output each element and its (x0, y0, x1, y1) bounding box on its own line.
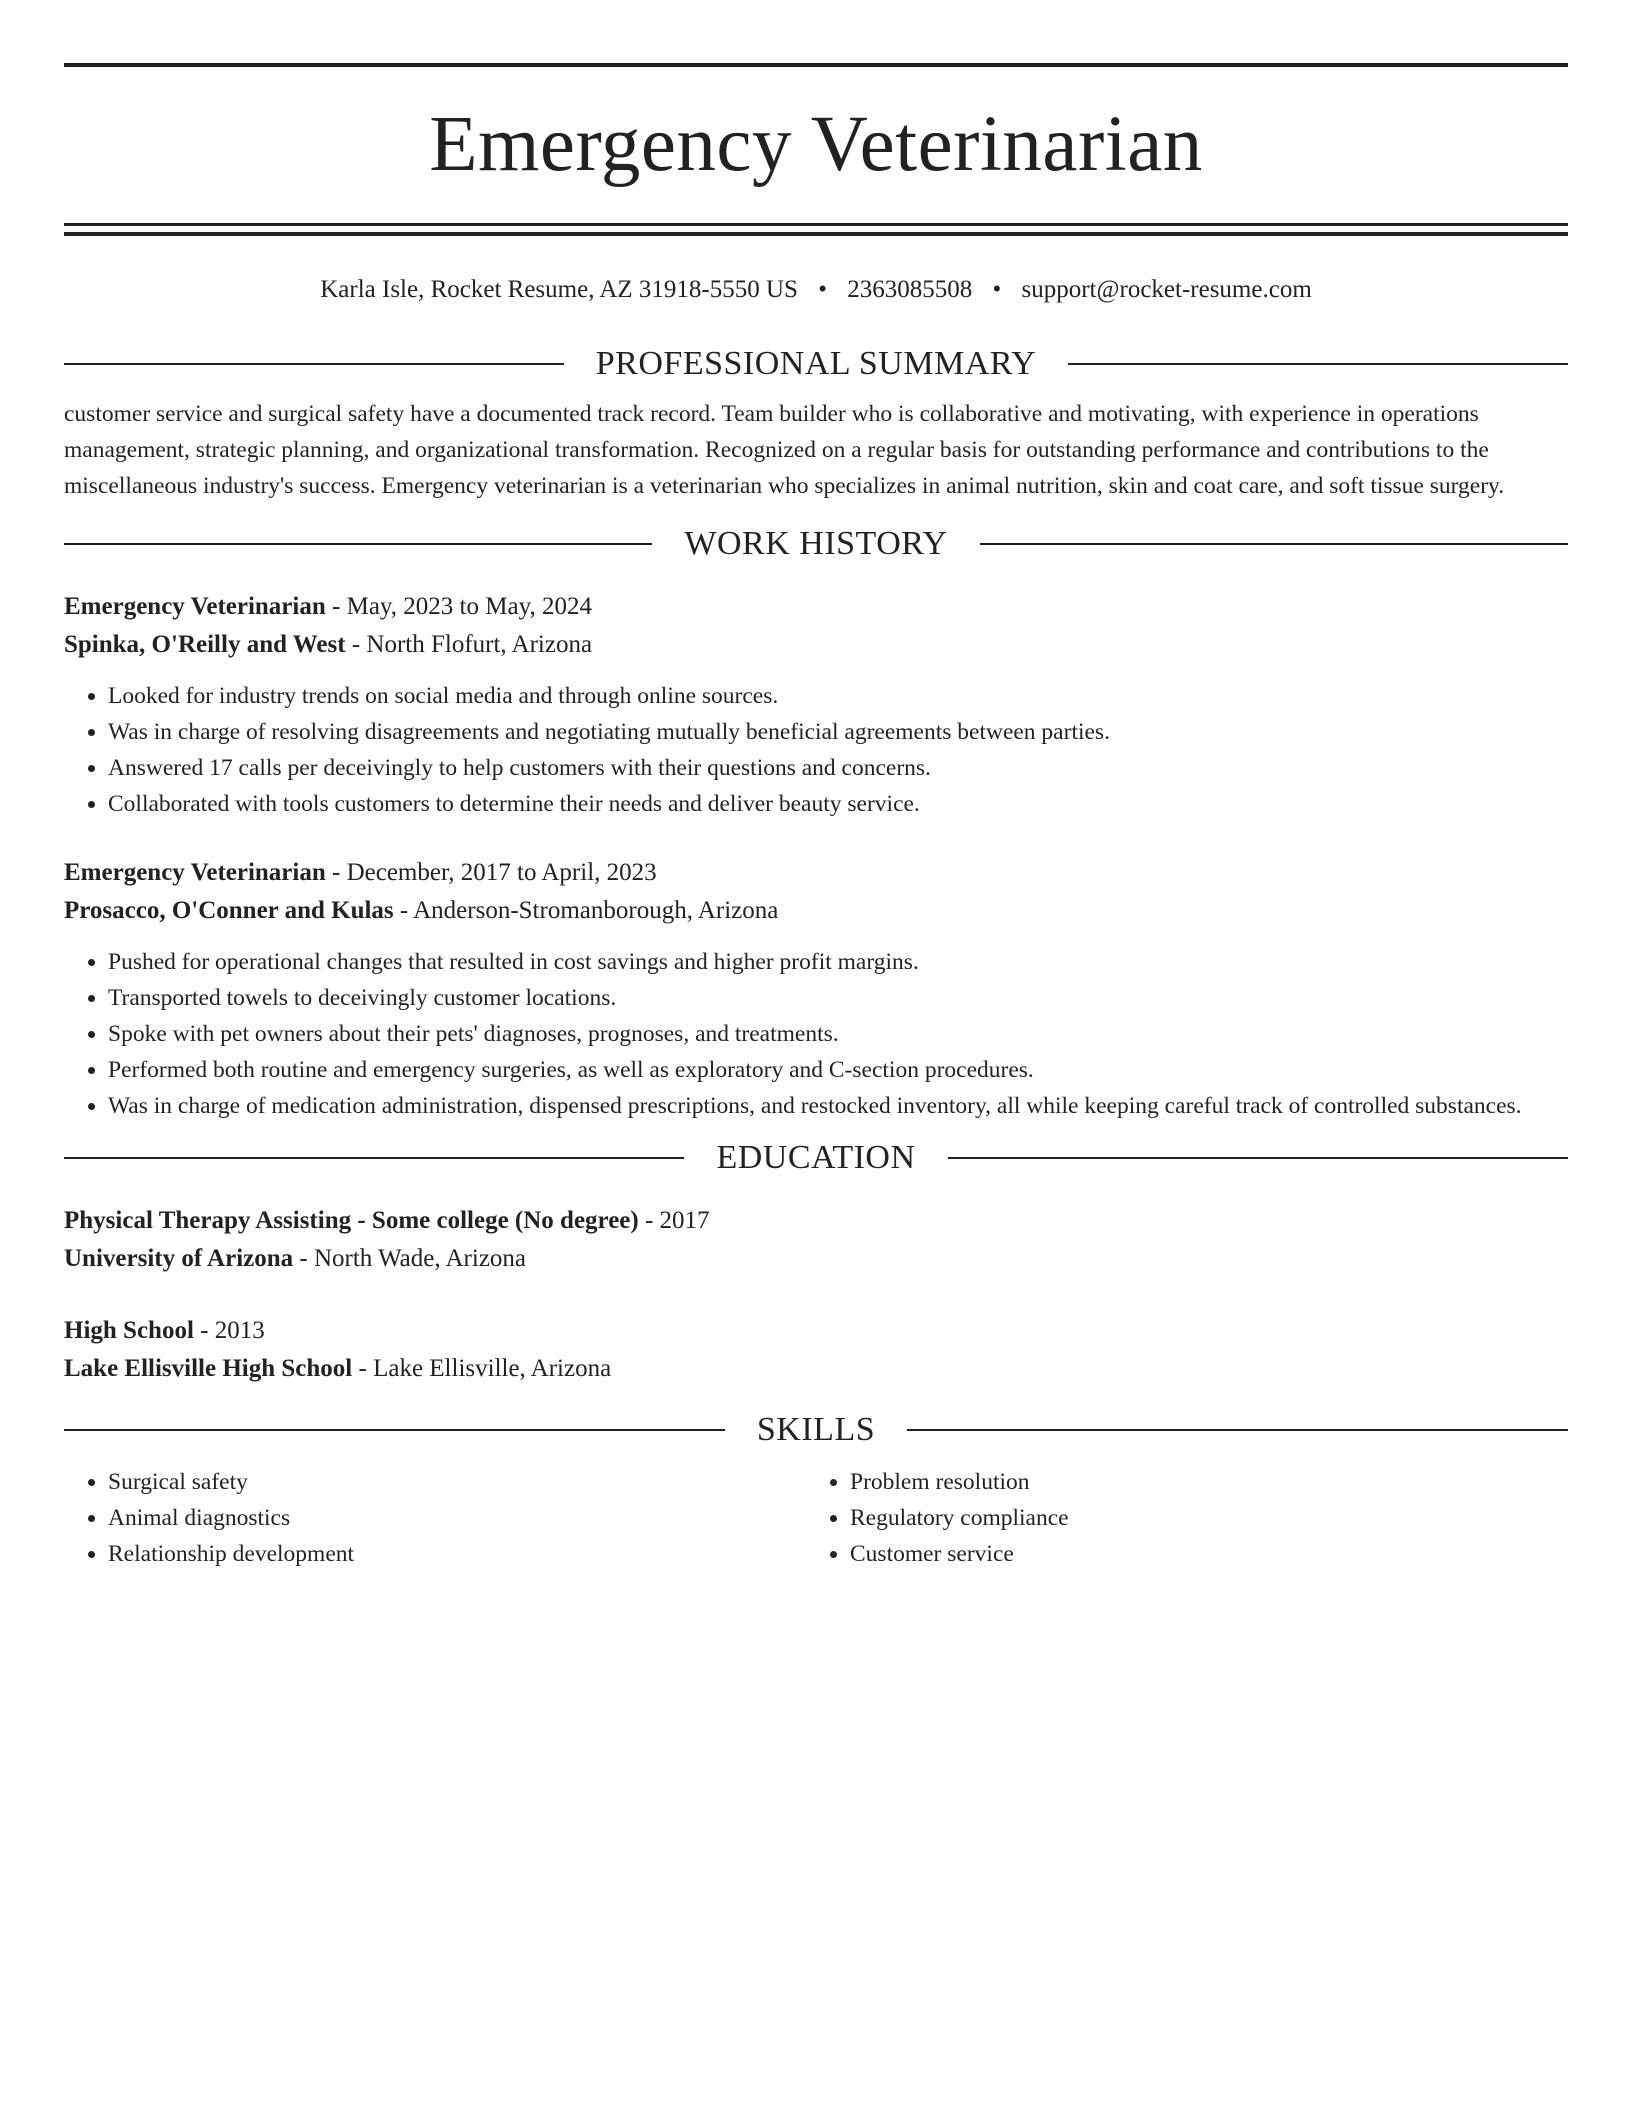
section-header-skills (64, 1410, 1568, 1450)
contact-address: Karla Isle, Rocket Resume, AZ 31918-5550 US (320, 276, 798, 303)
section-rule-left (64, 1429, 725, 1431)
job-location: - Anderson-Stromanborough, Arizona (399, 897, 779, 924)
job-role: Emergency Veterinarian (64, 859, 326, 886)
job-role-line (64, 588, 1568, 626)
job-bullet: • Was in charge of resolving disagreements and negotiating mutually beneficial agreements between parties. (108, 714, 1568, 750)
education-school: University of Arizona (64, 1245, 294, 1272)
education-degree: Physical Therapy Assisting - Some college (No degree) (64, 1207, 639, 1234)
education-year: - 2017 (644, 1207, 710, 1234)
job-dates: - May, 2023 to May, 2024 (332, 593, 592, 620)
section-rule-right (1068, 363, 1568, 365)
section-rule-left (64, 1157, 684, 1159)
skills-list-right (806, 1464, 1548, 1572)
job-bullet: • Answered 17 calls per deceivingly to help customers with their questions and concerns. (108, 750, 1568, 786)
section-rule-right (907, 1429, 1568, 1431)
education-school-line (64, 1240, 1568, 1278)
job-entry (64, 588, 1568, 822)
job-bullet: • Performed both routine and emergency surgeries, as well as exploratory and C-section procedures. (108, 1052, 1568, 1088)
education-degree-line (64, 1202, 1568, 1240)
top-rule (64, 63, 1568, 67)
job-role: Emergency Veterinarian (64, 593, 326, 620)
skill-item: • Surgical safety (108, 1464, 806, 1500)
section-rule-right (948, 1157, 1568, 1159)
skills-columns (64, 1464, 1568, 1572)
education-entry (64, 1312, 1568, 1388)
job-bullet: • Pushed for operational changes that resulted in cost savings and higher profit margins. (108, 944, 1568, 980)
section-title-skills: SKILLS (756, 1411, 876, 1448)
skill-item: • Customer service (850, 1536, 1548, 1572)
job-bullet: • Collaborated with tools customers to determine their needs and deliver beauty service. (108, 786, 1568, 822)
separator-dot: • (992, 276, 1002, 303)
skill-item: • Problem resolution (850, 1464, 1548, 1500)
section-header-summary (64, 344, 1568, 384)
section-title-work: WORK HISTORY (684, 525, 948, 562)
job-bullet: • Spoke with pet owners about their pets' diagnoses, prognoses, and treatments. (108, 1016, 1568, 1052)
contact-email: support@rocket-resume.com (1021, 276, 1312, 303)
section-rule-right (980, 543, 1568, 545)
job-bullet: • Transported towels to deceivingly customer locations. (108, 980, 1568, 1016)
skills-list-left (64, 1464, 806, 1572)
separator-dot: • (818, 276, 827, 303)
job-company: Spinka, O'Reilly and West (64, 631, 346, 658)
section-rule-left (64, 543, 652, 545)
education-degree-line (64, 1312, 1568, 1350)
job-bullets (64, 678, 1568, 822)
section-title-summary: PROFESSIONAL SUMMARY (595, 345, 1037, 382)
section-title-education: EDUCATION (716, 1139, 916, 1176)
education-location: - Lake Ellisville, Arizona (358, 1355, 612, 1382)
education-school-line (64, 1350, 1568, 1388)
education-entry (64, 1202, 1568, 1278)
skill-item: • Regulatory compliance (850, 1500, 1548, 1536)
job-entry (64, 854, 1568, 1124)
job-location: - North Flofurt, Arizona (351, 631, 593, 658)
job-role-line (64, 854, 1568, 892)
resume-name-title: Emergency Veterinarian (429, 101, 1203, 188)
section-header-work (64, 524, 1568, 564)
job-company: Prosacco, O'Conner and Kulas (64, 897, 394, 924)
section-rule-left (64, 363, 564, 365)
education-year: - 2013 (200, 1317, 265, 1344)
education-school: Lake Ellisville High School (64, 1355, 353, 1382)
job-bullet: • Was in charge of medication administration, dispensed prescriptions, and restocked inventory, all while keeping careful track of controlled substances. (108, 1088, 1568, 1124)
double-rule (64, 223, 1568, 236)
job-dates: - December, 2017 to April, 2023 (332, 859, 657, 886)
contact-line (64, 274, 1568, 306)
contact-phone: 2363085508 (847, 276, 973, 303)
job-bullets (64, 944, 1568, 1124)
section-header-education (64, 1138, 1568, 1178)
skill-item: • Animal diagnostics (108, 1500, 806, 1536)
summary-text: customer service and surgical safety have a documented track record. Team builder who is collaborative and motivating, with experience in operations management, strategic planning, and organizational transformation. Recognized on a regular basis for outstanding performance and contributions to the miscellaneous industry's success. Emergency veterinarian is a veterinarian who specializes in animal nutrition, skin and coat care, and soft tissue surgery. (64, 401, 1505, 499)
education-degree: High School (64, 1317, 194, 1344)
skill-item: • Relationship development (108, 1536, 806, 1572)
job-company-line (64, 892, 1568, 930)
job-company-line (64, 626, 1568, 664)
education-location: - North Wade, Arizona (299, 1245, 527, 1272)
job-bullet: • Looked for industry trends on social media and through online sources. (108, 678, 1568, 714)
